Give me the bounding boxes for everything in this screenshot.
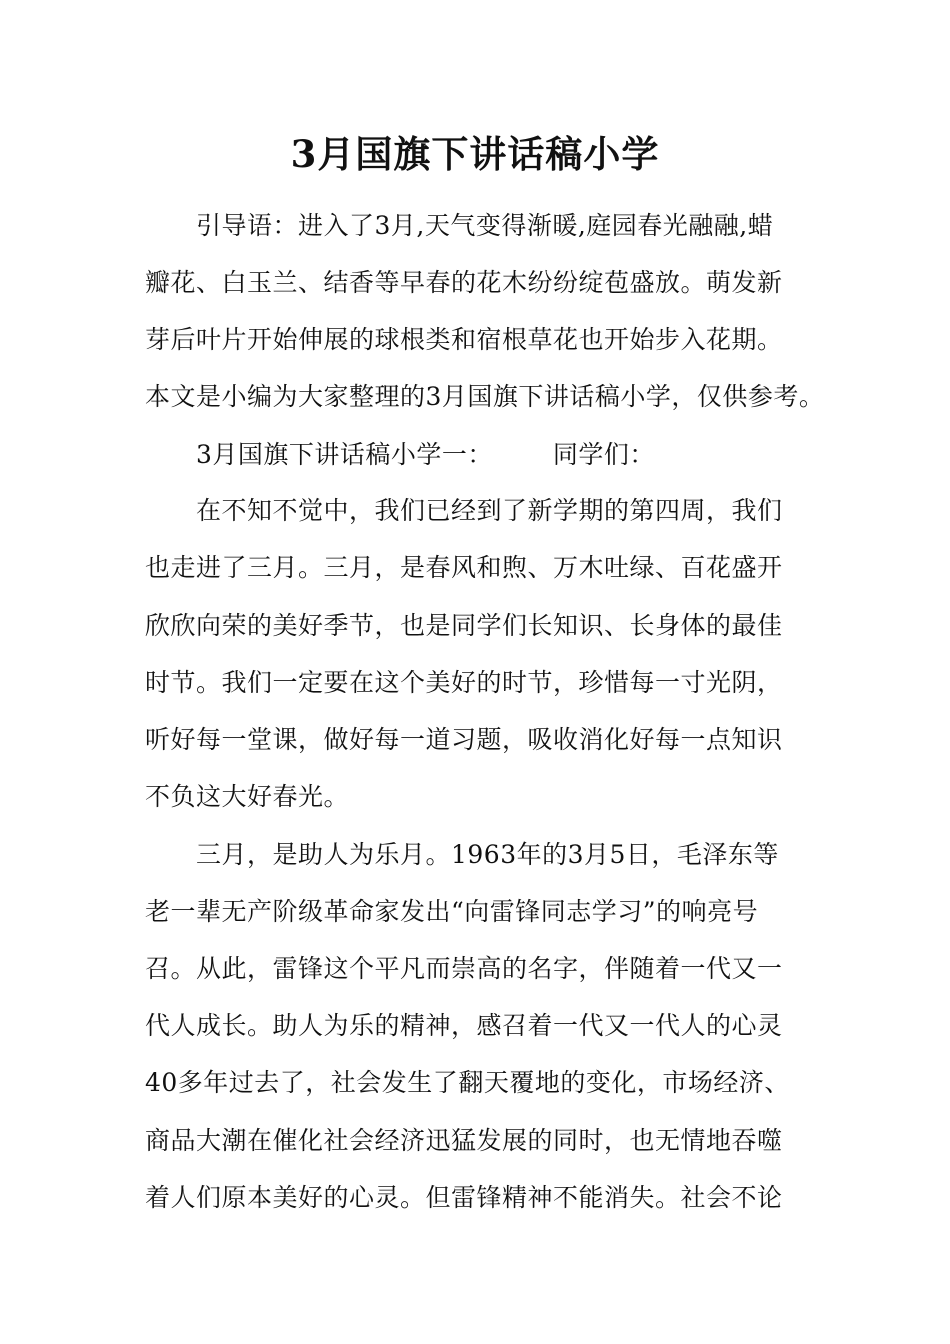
intro-line-3: 芽后叶片开始伸展的球根类和宿根草花也开始步入花期。	[145, 325, 783, 354]
section-heading-label: 3月国旗下讲话稿小学一：	[196, 440, 493, 469]
paragraph2-line-2: 老一辈无产阶级革命家发出“向雷锋同志学习”的响亮号	[145, 897, 759, 926]
intro-line-1: 引导语：进入了3月,天气变得渐暖,庭园春光融融,蜡	[196, 211, 774, 240]
paragraph2-line-4: 代人成长。助人为乐的精神，感召着一代又一代人的心灵	[145, 1011, 783, 1040]
paragraph1-line-6: 不负这大好春光。	[145, 782, 350, 811]
paragraph2-line-5: 40多年过去了，社会发生了翻天覆地的变化，市场经济、	[145, 1068, 790, 1097]
intro-line-2: 瓣花、白玉兰、结香等早春的花木纷纷绽苞盛放。萌发新	[145, 268, 783, 297]
paragraph1-line-2: 也走进了三月。三月，是春风和煦、万木吐绿、百花盛开	[145, 553, 783, 582]
section-heading	[196, 435, 655, 475]
document-title: 3月国旗下讲话稿小学	[290, 132, 660, 176]
paragraph1-line-3: 欣欣向荣的美好季节，也是同学们长知识、长身体的最佳	[145, 611, 783, 640]
paragraph2-line-1: 三月，是助人为乐月。1963年的3月5日，毛泽东等	[196, 840, 779, 869]
paragraph2-line-7: 着人们原本美好的心灵。但雷锋精神不能消失。社会不论	[145, 1183, 783, 1212]
paragraph2-line-3: 召。从此，雷锋这个平凡而崇高的名字，伴随着一代又一	[145, 954, 783, 983]
paragraph1-line-1: 在不知不觉中，我们已经到了新学期的第四周，我们	[196, 496, 783, 525]
section-greeting: 同学们：	[552, 440, 655, 469]
paragraph1-line-5: 听好每一堂课，做好每一道习题，吸收消化好每一点知识	[145, 725, 783, 754]
intro-line-4: 本文是小编为大家整理的3月国旗下讲话稿小学，仅供参考。	[145, 382, 825, 411]
paragraph2-line-6: 商品大潮在催化社会经济迅猛发展的同时，也无情地吞噬	[145, 1126, 783, 1155]
paragraph1-line-4: 时节。我们一定要在这个美好的时节，珍惜每一寸光阴，	[145, 668, 783, 697]
